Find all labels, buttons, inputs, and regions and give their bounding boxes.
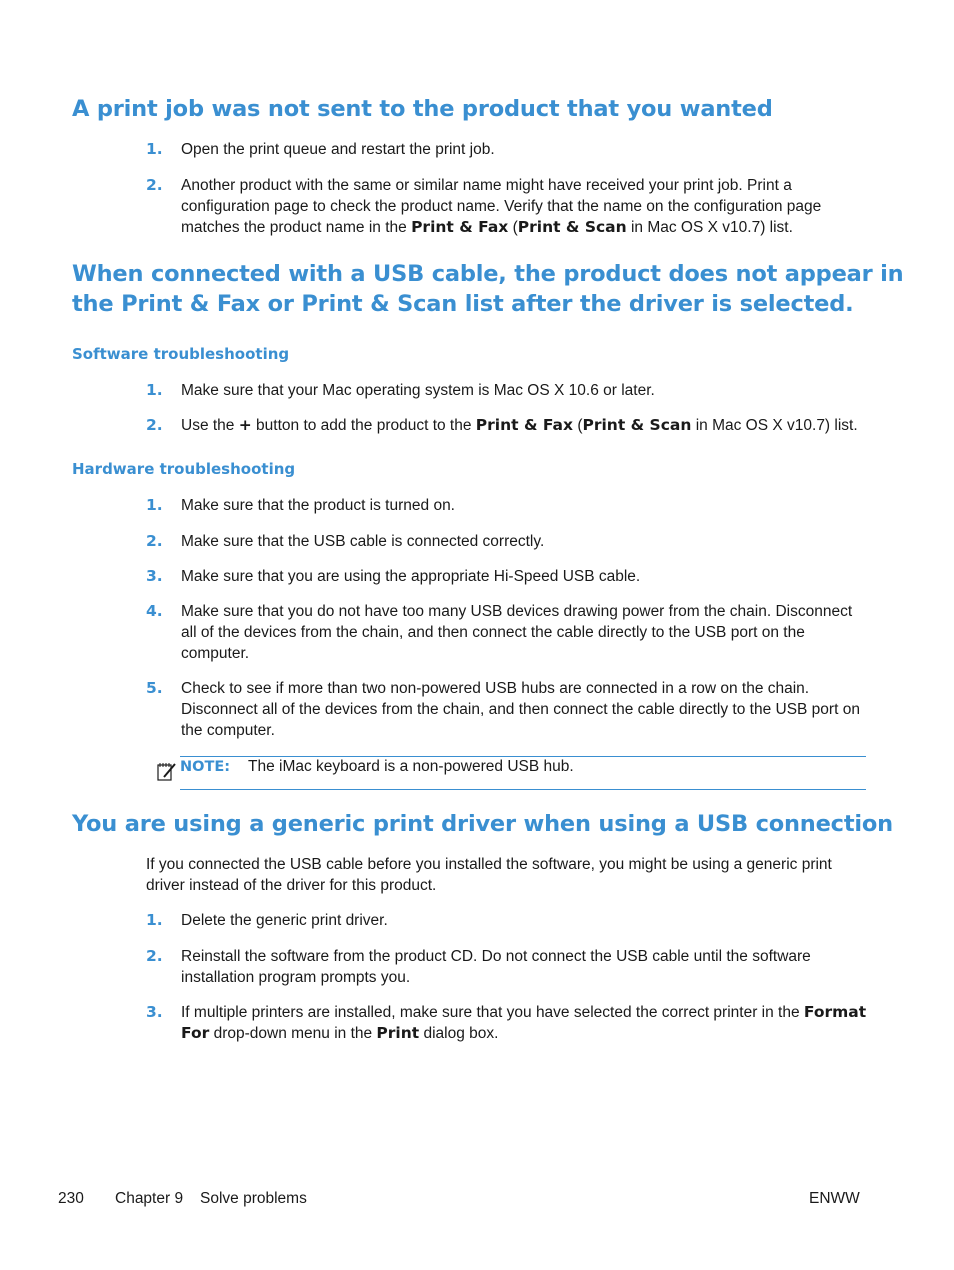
item-text: If multiple printers are installed, make sure that you have selected the correct printer in the Format For drop-down menu in the Print dialog box. [181,1003,867,1042]
item-number: 2. [146,416,163,434]
item-text: Use the + button to add the product to the Print & Fax (Print & Scan in Mac OS X v10.7) list. [181,416,858,434]
section-title: You are using a generic print driver when using a USB connection [72,811,893,837]
subsection-title: Software troubleshooting [72,345,290,363]
item-number: 2. [146,176,163,194]
item-number: 1. [146,496,163,514]
item-text: Check to see if more than two non-powered USB hubs are connected in a row on the chain. Disconnect all of the devices from the chain, and then connect the cable directly to the USB port on the computer. [181,680,860,739]
item-text: Reinstall the software from the product CD. Do not connect the USB cable until the software installation program prompts you. [181,948,811,986]
list-item [146,678,868,741]
list-item [146,139,868,160]
list-item [146,566,868,587]
list-item [146,175,868,238]
list-item [146,415,868,436]
item-text: Another product with the same or similar name might have received your print job. Print a configuration page to check the product name. Verify that the name on the configuration page matches the product name in the Print & Fax (Print & Scan in Mac OS X v10.7) list. [181,177,822,236]
note-text: The iMac keyboard is a non-powered USB hub. [248,758,574,775]
item-text: Delete the generic print driver. [181,912,388,929]
list-item [146,946,868,988]
item-number: 2. [146,532,163,550]
list-item [146,1002,868,1044]
subsection-title: Hardware troubleshooting [72,460,296,478]
list-item [146,601,868,664]
page-number: 230 [58,1190,84,1207]
intro-paragraph: If you connected the USB cable before you installed the software, you might be using a generic print driver instead of the driver for this product. [146,856,832,894]
item-text: Make sure that the product is turned on. [181,497,455,514]
note-label: NOTE: [180,759,231,775]
item-number: 1. [146,911,163,929]
chapter-label: Chapter 9 [115,1190,184,1207]
item-text: Make sure that your Mac operating system is Mac OS X 10.6 or later. [181,382,655,399]
note-box [180,756,866,790]
item-text: Make sure that you are using the appropriate Hi-Speed USB cable. [181,568,641,585]
item-number: 2. [146,947,163,965]
item-text: Make sure that you do not have too many USB devices drawing power from the chain. Disconnect all of the devices from the chain, and then connect the cable directly to the USB port on the computer. [181,603,853,662]
item-text: Open the print queue and restart the print job. [181,141,495,158]
footer-right: ENWW [809,1190,860,1207]
item-number: 1. [146,140,163,158]
item-number: 3. [146,1003,163,1021]
list-item [146,380,868,401]
item-text: Make sure that the USB cable is connected correctly. [181,533,545,550]
list-item [146,531,868,552]
item-number: 1. [146,381,163,399]
section-title: When connected with a USB cable, the product does not appear in the Print & Fax or Print & Scan list after the driver is selected. [72,261,904,317]
item-number: 5. [146,679,163,697]
list-item [146,910,868,931]
list-item [146,495,868,516]
chapter-title: Solve problems [200,1190,307,1207]
item-number: 3. [146,567,163,585]
item-number: 4. [146,602,163,620]
note-icon [156,760,178,782]
section-title: A print job was not sent to the product that you wanted [72,96,773,122]
